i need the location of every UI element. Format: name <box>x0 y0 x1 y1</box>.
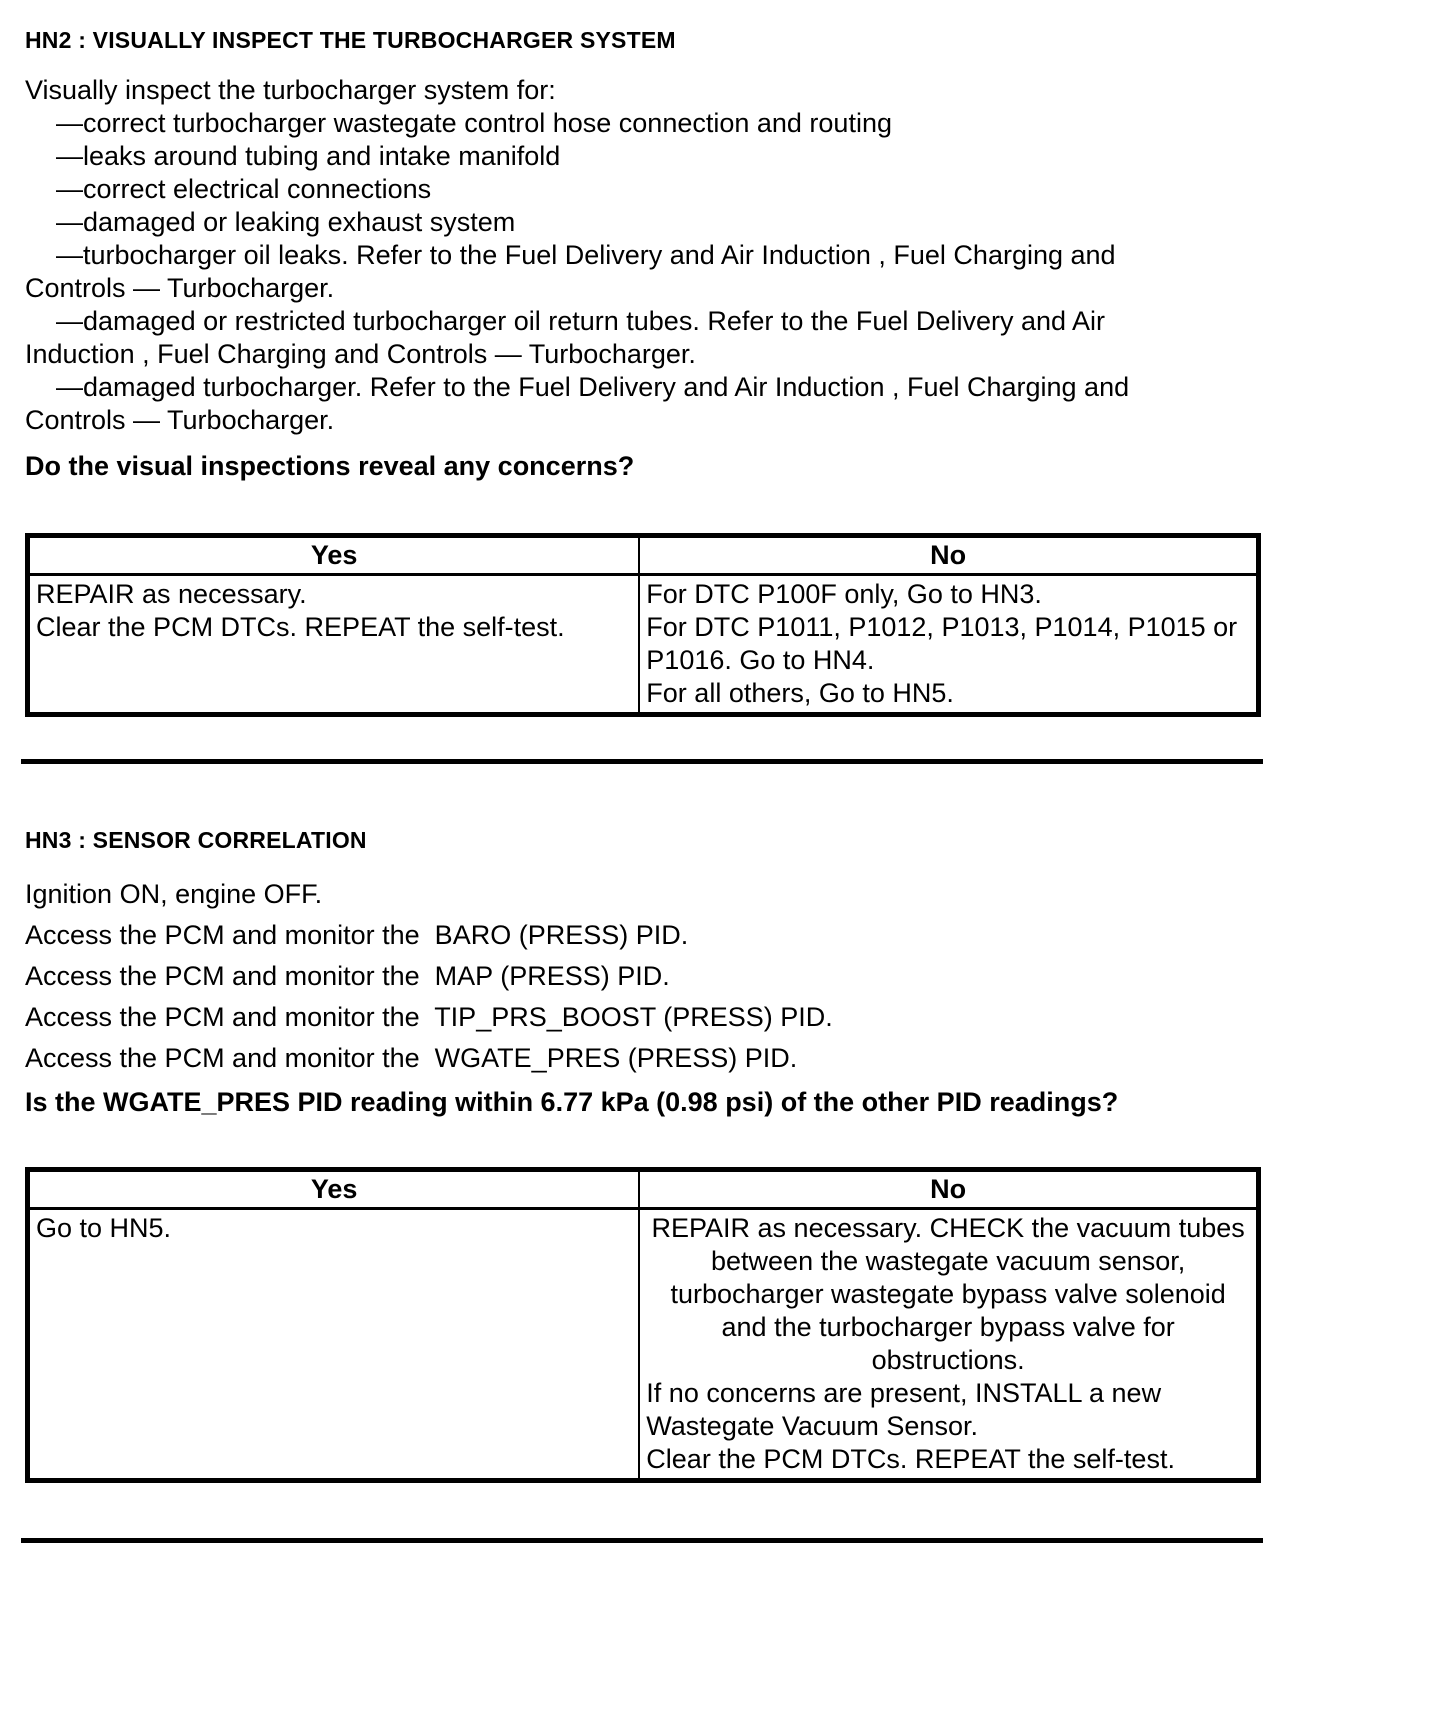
no-cell-line: For all others, Go to HN5. <box>646 678 954 708</box>
no-column-header: No <box>639 536 1258 575</box>
no-cell-line: For DTC P100F only, Go to HN3. <box>646 579 1042 609</box>
table-header-row <box>28 536 1259 575</box>
no-column-header: No <box>639 1170 1258 1209</box>
inspection-item: —turbocharger oil leaks. Refer to the Fuel Delivery and Air Induction , Fuel Charging and Controls — Turbocharger. <box>25 240 1116 303</box>
yes-column-header: Yes <box>28 1170 640 1209</box>
inspection-item: —leaks around tubing and intake manifold <box>56 141 561 171</box>
no-cell-paragraph: Clear the PCM DTCs. REPEAT the self-test. <box>646 1444 1175 1474</box>
hn2-decision-table <box>25 533 1261 717</box>
table-body-row <box>28 575 1259 715</box>
no-cell-paragraph: If no concerns are present, INSTALL a new Wastegate Vacuum Sensor. <box>646 1378 1162 1441</box>
section-hn2 <box>25 26 1420 717</box>
bottom-divider <box>21 1538 1263 1543</box>
hn2-no-cell <box>639 575 1258 715</box>
hn2-question: Do the visual inspections reveal any concerns? <box>25 451 635 481</box>
step-line: Access the PCM and monitor the WGATE_PRES (PRESS) PID. <box>25 1043 798 1073</box>
hn2-heading: HN2 : VISUALLY INSPECT THE TURBOCHARGER SYSTEM <box>25 27 676 53</box>
table-header-row <box>28 1170 1259 1209</box>
inspection-item: —damaged or leaking exhaust system <box>56 207 516 237</box>
hn2-intro: Visually inspect the turbocharger system for: <box>25 75 556 105</box>
hn3-yes-cell: Go to HN5. <box>28 1209 640 1481</box>
inspection-item: —damaged turbocharger. Refer to the Fuel Delivery and Air Induction , Fuel Charging and Controls — Turbocharger. <box>25 372 1130 435</box>
yes-cell-line: Clear the PCM DTCs. REPEAT the self-test. <box>36 612 565 642</box>
hn3-question: Is the WGATE_PRES PID reading within 6.77 kPa (0.98 psi) of the other PID readings? <box>25 1087 1119 1117</box>
section-hn3 <box>25 826 1420 1483</box>
step-line: Access the PCM and monitor the MAP (PRESS) PID. <box>25 961 670 991</box>
yes-cell-line: REPAIR as necessary. <box>36 579 307 609</box>
yes-column-header: Yes <box>28 536 640 575</box>
no-cell-paragraph: REPAIR as necessary. CHECK the vacuum tubes between the wastegate vacuum sensor, turbocharger wastegate bypass valve solenoid and the turbocharger bypass valve for obstructions. <box>651 1213 1245 1375</box>
section-divider <box>21 759 1263 764</box>
step-line: Ignition ON, engine OFF. <box>25 879 323 909</box>
hn3-steps <box>25 878 1210 1075</box>
inspection-item: —correct electrical connections <box>56 174 432 204</box>
step-line: Access the PCM and monitor the TIP_PRS_BOOST (PRESS) PID. <box>25 1002 833 1032</box>
inspection-item: —correct turbocharger wastegate control hose connection and routing <box>56 108 892 138</box>
table-body-row <box>28 1209 1259 1481</box>
hn3-decision-table <box>25 1167 1261 1483</box>
hn3-no-cell <box>639 1209 1258 1481</box>
no-cell-line: For DTC P1011, P1012, P1013, P1014, P1015 or P1016. Go to HN4. <box>646 612 1238 675</box>
hn2-inspection-list <box>25 107 1210 437</box>
hn3-heading: HN3 : SENSOR CORRELATION <box>25 827 367 853</box>
hn2-yes-cell <box>28 575 640 715</box>
step-line: Access the PCM and monitor the BARO (PRESS) PID. <box>25 920 689 950</box>
inspection-item: —damaged or restricted turbocharger oil return tubes. Refer to the Fuel Delivery and Air Induction , Fuel Charging and Controls — Turbocharger. <box>25 306 1106 369</box>
